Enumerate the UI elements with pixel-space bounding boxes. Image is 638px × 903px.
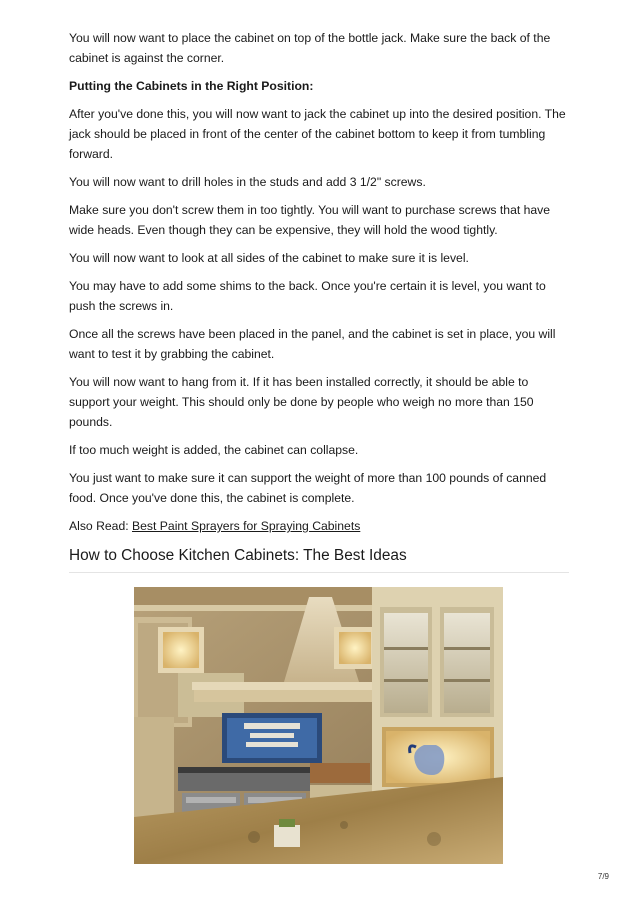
paragraph: You will now want to look at all sides of the cabinet to make sure it is level. bbox=[69, 251, 469, 265]
also-read-link[interactable]: Best Paint Sprayers for Spraying Cabinets bbox=[132, 519, 361, 533]
page-number: 7/9 bbox=[597, 872, 609, 881]
paragraph: You just want to make sure it can support the weight of more than 100 pounds of canned food. Once you've done this, the cabinet is complete. bbox=[69, 471, 547, 505]
paragraph: Once all the screws have been placed in the panel, and the cabinet is set in place, you will want to test it by grabbing the cabinet. bbox=[69, 327, 556, 361]
subheading: Putting the Cabinets in the Right Position: bbox=[69, 79, 314, 93]
paragraph: After you've done this, you will now want to jack the cabinet up into the desired position. The jack should be placed in front of the center of the cabinet bottom to keep it from tumbling forward. bbox=[69, 107, 566, 161]
paragraph: You will now want to place the cabinet on top of the bottle jack. Make sure the back of the cabinet is against the corner. bbox=[69, 31, 551, 65]
paragraph: If too much weight is added, the cabinet can collapse. bbox=[69, 443, 359, 457]
paragraph: You may have to add some shims to the back. Once you're certain it is level, you want to push the screws in. bbox=[69, 279, 546, 313]
also-read-prefix: Also Read: bbox=[69, 519, 133, 533]
paragraph: You will now want to hang from it. If it has been installed correctly, it should be able to support your weight. This should only be done by people who weigh no more than 150 pounds. bbox=[69, 375, 534, 429]
section-heading: How to Choose Kitchen Cabinets: The Best Ideas bbox=[69, 546, 569, 573]
document-body bbox=[69, 28, 569, 573]
also-read bbox=[69, 516, 569, 536]
paragraph: Make sure you don't screw them in too tightly. You will want to purchase screws that have wide heads. Even though they can be expensive, they will hold the wood tightly. bbox=[69, 203, 551, 237]
kitchen-photo bbox=[134, 587, 503, 864]
paragraph: You will now want to drill holes in the studs and add 3 1/2" screws. bbox=[69, 175, 426, 189]
